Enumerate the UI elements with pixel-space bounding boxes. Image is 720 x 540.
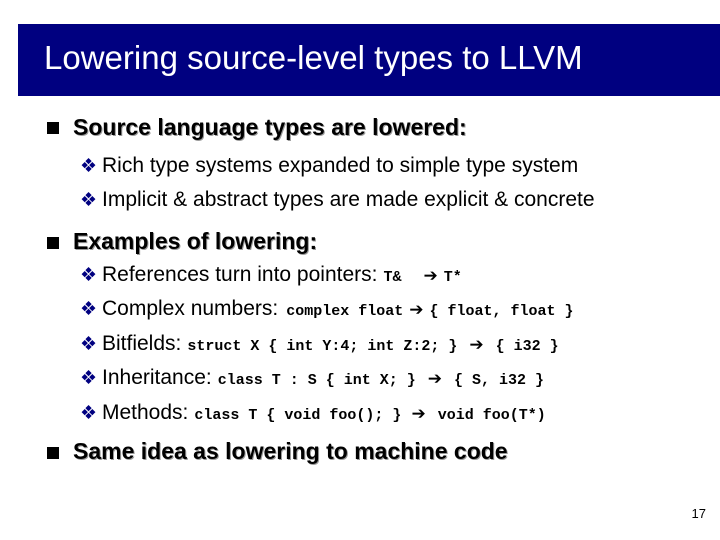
arrow-right-icon: ➔ [427, 369, 443, 388]
code-to: { S, i32 } [454, 372, 545, 389]
slide-title: Lowering source-level types to LLVM [44, 39, 583, 76]
arrow-right-icon: ➔ [409, 300, 424, 319]
diamond-bullet-icon: ❖ [80, 334, 98, 355]
sub-bullet-text: Rich type systems expanded to simple type system [102, 154, 579, 177]
code-from: complex float [286, 303, 404, 320]
diamond-bullet-icon: ❖ [80, 368, 98, 389]
example-methods [80, 401, 546, 425]
title-bar [18, 24, 720, 96]
diamond-bullet-icon: ❖ [80, 190, 98, 211]
example-references [80, 263, 462, 287]
bullet-2-text: Examples of lowering: [73, 228, 318, 254]
bullet-square-icon [47, 237, 59, 249]
code-from: T& [383, 269, 402, 286]
diamond-bullet-icon: ❖ [80, 156, 98, 177]
example-label: Bitfields: [102, 332, 182, 355]
code-to: { float, float } [429, 303, 574, 320]
example-label: Methods: [102, 401, 189, 424]
page-number: 17 [691, 506, 706, 521]
bullet-3-text: Same idea as lowering to machine code [73, 438, 508, 464]
arrow-right-icon: ➔ [423, 266, 438, 285]
diamond-bullet-icon: ❖ [80, 403, 98, 424]
sub-bullet-1-2 [80, 188, 595, 212]
example-bitfields [80, 332, 559, 356]
code-to: T* [443, 269, 462, 286]
arrow-right-icon: ➔ [411, 404, 426, 423]
diamond-bullet-icon: ❖ [80, 265, 98, 286]
code-from: struct X { int Y:4; int Z:2; } [187, 338, 458, 355]
example-label: References turn into pointers: [102, 263, 378, 286]
code-to: { i32 } [495, 338, 559, 355]
diamond-bullet-icon: ❖ [80, 299, 98, 320]
sub-bullet-text: Implicit & abstract types are made explicit & concrete [102, 188, 595, 211]
code-from: class T : S { int X; } [217, 372, 416, 389]
example-complex [80, 297, 574, 321]
example-label: Complex numbers: [102, 297, 279, 320]
arrow-right-icon: ➔ [469, 335, 484, 354]
sub-bullet-1-1 [80, 154, 578, 178]
bullet-square-icon [47, 447, 59, 459]
code-from: class T { void foo(); } [194, 407, 402, 424]
bullet-1-text: Source language types are lowered: [73, 114, 467, 140]
example-inheritance [80, 366, 544, 390]
bullet-square-icon [47, 122, 59, 134]
code-to: void foo(T*) [437, 407, 546, 424]
example-label: Inheritance: [102, 366, 212, 389]
